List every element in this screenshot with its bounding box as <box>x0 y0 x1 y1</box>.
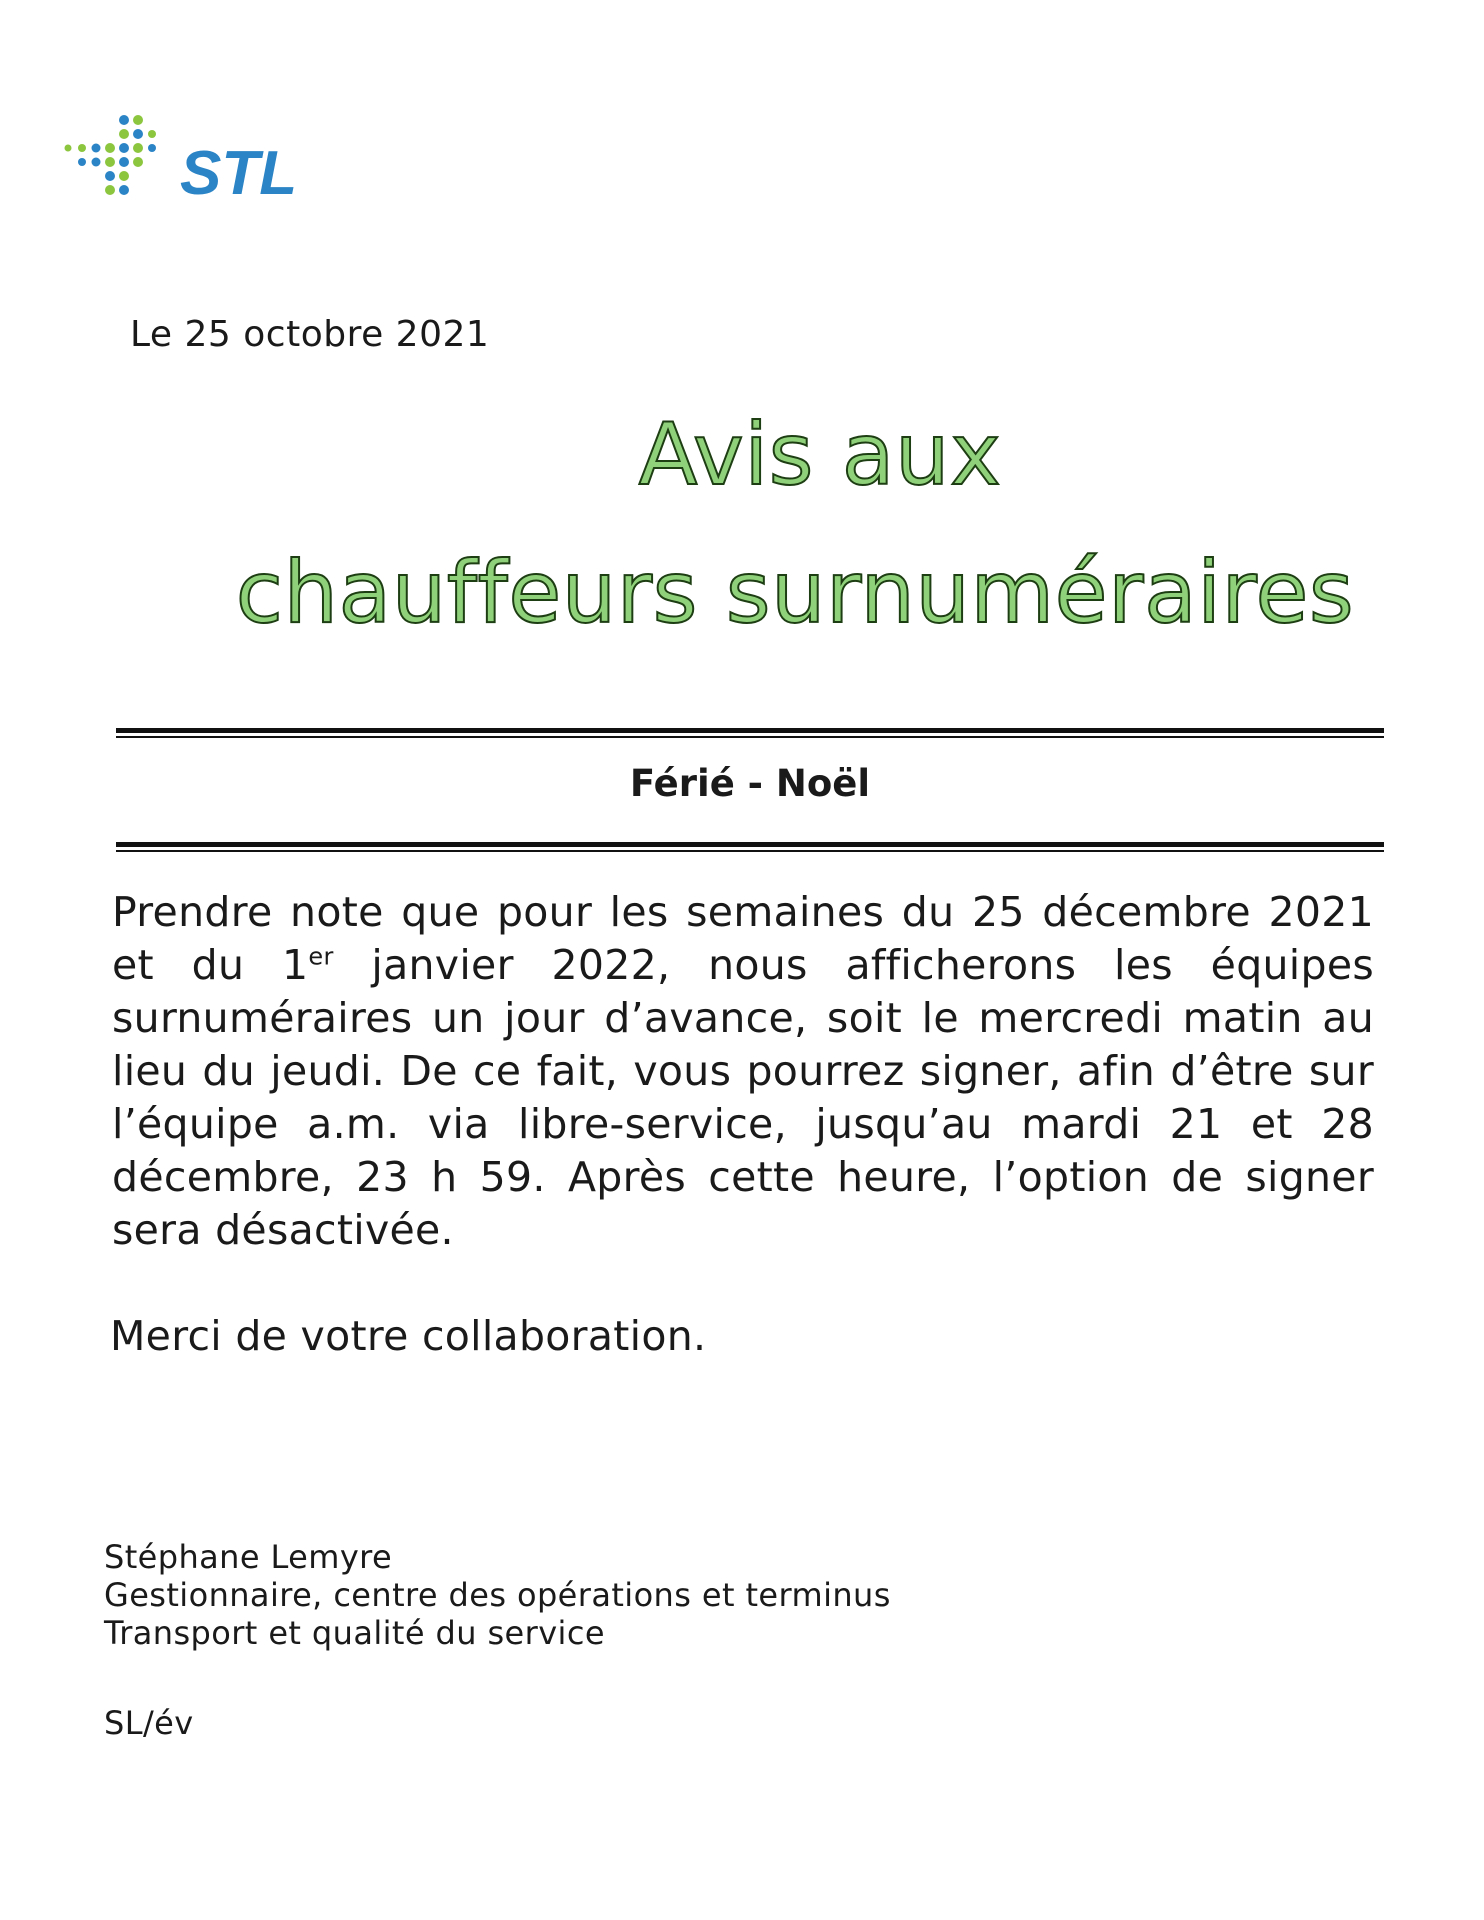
logo-text: STL <box>180 139 298 208</box>
reference-initials: SL/év <box>104 1704 194 1742</box>
signatory-role: Gestionnaire, centre des opérations et terminus <box>104 1576 891 1614</box>
signatory-name: Stéphane Lemyre <box>104 1538 393 1576</box>
subject-heading: Férié - Noël <box>629 762 871 805</box>
stl-logo <box>64 108 314 208</box>
document-date: Le 25 octobre 2021 <box>130 314 490 355</box>
title-line-2: chauffeurs surnuméraires <box>235 543 1355 643</box>
notice-body-part-2: janvier 2022, nous afficherons les équipes surnuméraires un jour d’avance, soit le mercredi matin au lieu du jeudi. De ce fait, vous pourrez signer, afin d’être sur l’équipe a.m. via libre-service, jusqu’au mardi 21 et 28 décembre, 23 h 59. Après cette heure, l’option de signer sera désactivée. <box>112 941 1375 1254</box>
stl-logo-mark <box>64 108 314 208</box>
signatory-department: Transport et qualité du service <box>104 1614 605 1652</box>
closing-line: Merci de votre collaboration. <box>110 1312 707 1360</box>
title-line-1: Avis aux <box>638 405 1002 505</box>
ordinal-superscript: er <box>308 942 334 971</box>
bottom-divider <box>116 842 1384 852</box>
notice-body-part-1: Prendre note que pour les semaines du 25 décembre 2021 et du 1 <box>112 888 1374 989</box>
logo-dots <box>65 115 157 195</box>
notice-body <box>112 886 1374 1257</box>
top-divider <box>116 728 1384 738</box>
